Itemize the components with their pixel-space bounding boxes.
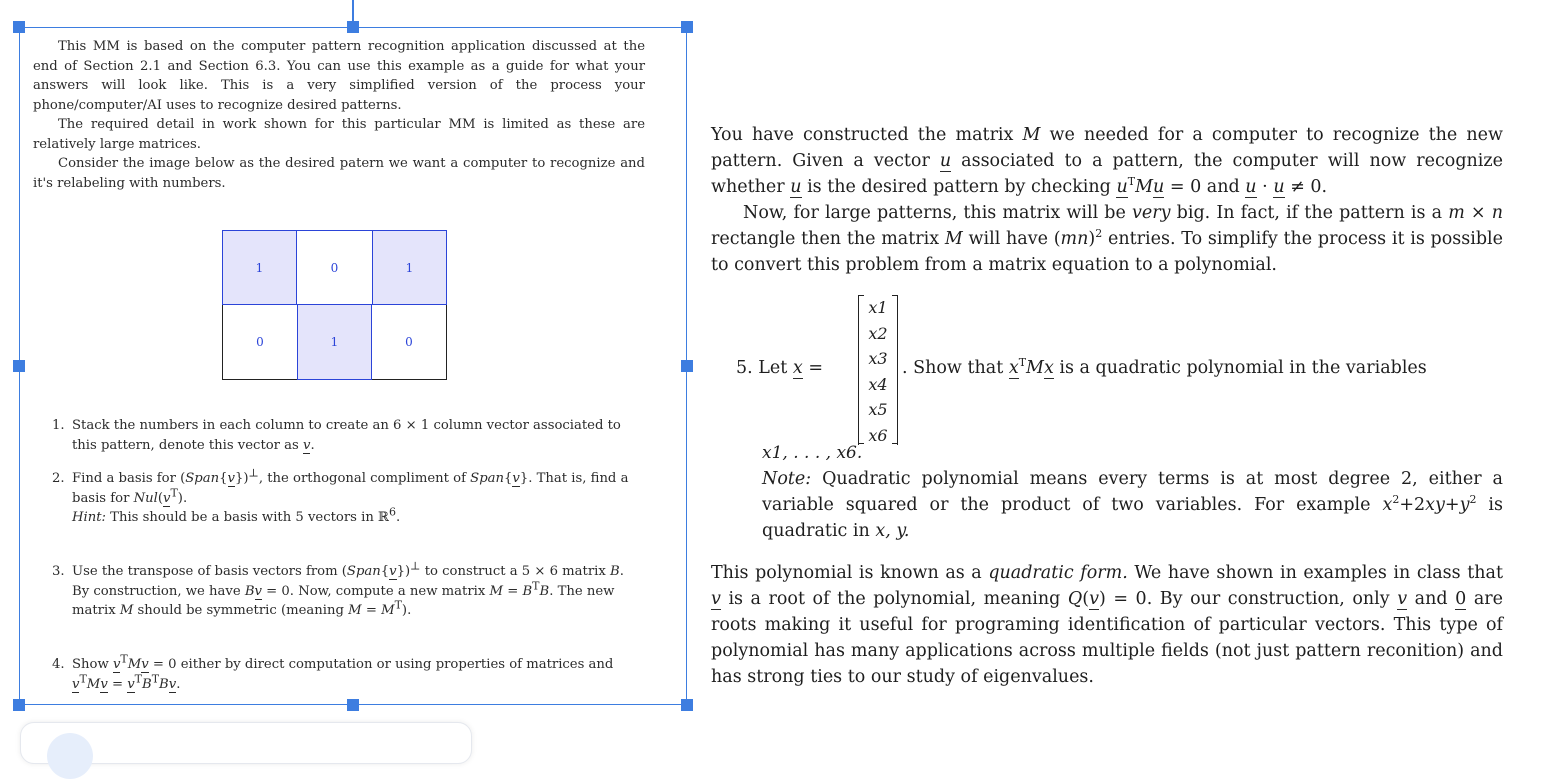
detail-paragraph: The required detail in work shown for this particular MM is limited as these are relatively large matrices. bbox=[33, 117, 645, 152]
vector-entry: x4 bbox=[868, 374, 888, 394]
vector-entry: x3 bbox=[868, 349, 888, 368]
vector-entry: x1 bbox=[868, 298, 888, 317]
intro-paragraph: This MM is based on the computer pattern recognition application discussed at the end of Section 2.1 and Section 6.3. You can use this example as a guide for what your answers will look like. This is a very simplified version of the process your phone/computer/AI uses to recognize desired patterns. bbox=[33, 39, 645, 113]
resize-handle-right[interactable] bbox=[681, 360, 693, 372]
rotate-handle-stem[interactable] bbox=[352, 0, 354, 22]
note-paragraph: Note: Quadratic polynomial means every terms is at most degree 2, either a variable squared or the product of two variables. For example $x^2+2xy+y^2$ is quadratic in x, y. bbox=[762, 469, 1503, 541]
pattern-cell: 1 bbox=[297, 305, 372, 380]
question-1: 1. Stack the numbers in each column to create an 6 × 1 column vector associated to this pattern, denote this vector as v. bbox=[52, 418, 621, 453]
question-2: 2. Find a basis for (Span{v})⊥, the orthogonal compliment of Span{v}. That is, find a basis for $Nul(v^T)$. Hint: This should be a basis with 5 vectors in ℝ$^6$. bbox=[52, 466, 629, 525]
question-5-vars: x1, . . . , x6. bbox=[762, 443, 863, 463]
bottom-floating-card[interactable] bbox=[20, 722, 472, 764]
pattern-cell: 0 bbox=[372, 305, 447, 380]
right-document-text bbox=[711, 122, 1503, 278]
left-document-text bbox=[33, 37, 645, 193]
pattern-cell: 0 bbox=[297, 230, 372, 305]
avatar bbox=[47, 733, 93, 779]
resize-handle-bottom-left[interactable] bbox=[13, 699, 25, 711]
paragraph-1: You have constructed the matrix M we needed for a computer to recognize the new pattern. Given a vector u associated to a pattern, the computer will now recognize whether u is the desired pattern by checking $u^TMu = 0$ and u · u ≠ 0. bbox=[711, 125, 1503, 197]
pattern-paragraph: Consider the image below as the desired patern we want a computer to recognize and it's relabeling with numbers. bbox=[33, 156, 645, 191]
resize-handle-left[interactable] bbox=[13, 360, 25, 372]
vector-entry: x5 bbox=[868, 400, 888, 419]
paragraph-3: This polynomial is known as a quadratic form. We have shown in examples in class that v is a root of the polynomial, meaning Q(v) = 0. By our construction, only v and 0 are roots making it useful for programing identification of particular vectors. This type of polynomial has many applications across multiple fields (not just pattern reconition) and has strong ties to our study of eigenvalues. bbox=[711, 563, 1503, 687]
question-3: 3. Use the transpose of basis vectors from (Span{v})⊥ to construct a 5 × 6 matrix B. By construction, we have Bv = 0. Now, compute a new matrix $M = B^TB$. The new matrix M should be symmetric (meaning $M = M^T$). bbox=[52, 559, 624, 618]
question-5-text: . Show that $x^TMx$ is a quadratic polynomial in the variables bbox=[902, 356, 1427, 378]
pattern-cell: 1 bbox=[222, 230, 297, 305]
question-5-label: 5. Let x = bbox=[736, 358, 823, 378]
resize-handle-bottom[interactable] bbox=[347, 699, 359, 711]
resize-handle-top-right[interactable] bbox=[681, 21, 693, 33]
paragraph-2: Now, for large patterns, this matrix will be very big. In fact, if the pattern is a m × n rectangle then the matrix M will have (mn)$^2$ entries. To simplify the process it is possible to convert this problem from a matrix equation to a polynomial. bbox=[711, 203, 1503, 275]
column-vector-x bbox=[858, 296, 898, 445]
resize-handle-top[interactable] bbox=[347, 21, 359, 33]
question-4: 4. Show $v^TMv = 0$ either by direct computation or using properties of matrices and $v^TMv = v^TB^TBv$. bbox=[52, 652, 614, 692]
vector-entry: x6 bbox=[868, 425, 888, 445]
pattern-cell: 1 bbox=[372, 230, 447, 305]
pattern-cell: 0 bbox=[222, 305, 297, 380]
resize-handle-top-left[interactable] bbox=[13, 21, 25, 33]
resize-handle-bottom-right[interactable] bbox=[681, 699, 693, 711]
vector-entry: x2 bbox=[868, 323, 888, 343]
